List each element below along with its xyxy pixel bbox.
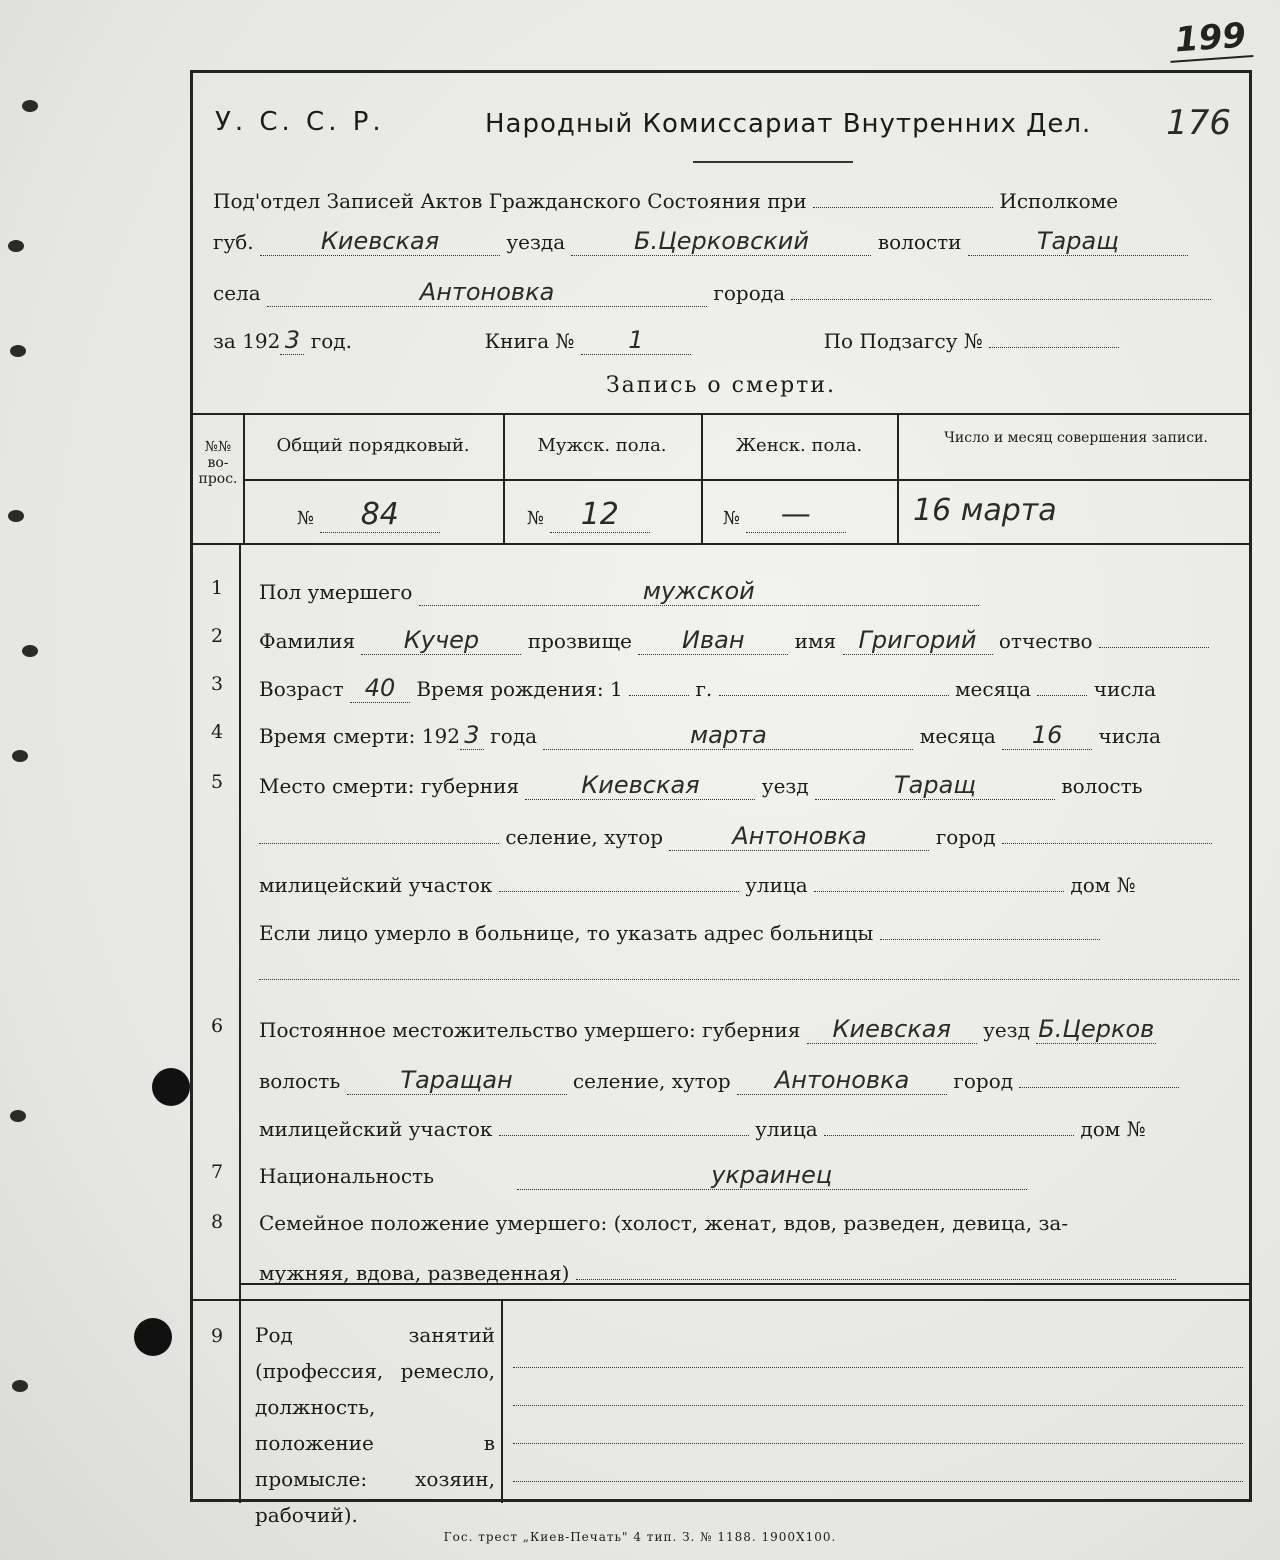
- row-number: 1: [210, 577, 224, 599]
- ministry-title: Народный Комиссариат Внутренних Дел.: [485, 109, 1092, 139]
- punch-hole: [22, 100, 38, 112]
- volost-label: волости: [877, 230, 962, 254]
- general-number-cell: № 84: [297, 497, 440, 533]
- punch-hole: [134, 1318, 172, 1356]
- row-death-place-3: милицейский участок улица дом №: [259, 869, 1136, 897]
- row-number: 5: [210, 771, 224, 793]
- kniga-fill: [581, 326, 691, 355]
- row-residence: Постоянное местожительство умершего: губерния Киевская уезд Б.Церков: [259, 1015, 1155, 1043]
- ispolkom-fill: [813, 185, 993, 208]
- row-death-place-2: селение, хутор Антоновка город: [259, 821, 1212, 851]
- subdept-label: Под'отдел Записей Актов Гражданского Состояния при: [213, 189, 807, 213]
- residence-uezd-value: Б.Церков: [1038, 1015, 1155, 1043]
- col-divider: [243, 413, 245, 543]
- selo-fill: [267, 278, 707, 307]
- volost-fill: [968, 227, 1188, 256]
- form-title: Запись о смерти.: [605, 373, 837, 398]
- residence-volost-value: Таращан: [400, 1066, 513, 1094]
- sex-value: мужской: [642, 577, 755, 605]
- gub-label: губ.: [213, 230, 254, 254]
- questions-header: №№ во-прос.: [198, 439, 238, 487]
- gub-value: Киевская: [320, 227, 440, 255]
- row-number: 4: [210, 721, 224, 743]
- gub-fill: [260, 227, 500, 256]
- year-label: за 192: [213, 329, 281, 353]
- age-value: 40: [364, 674, 396, 702]
- printer-imprint: Гос. трест „Киев-Печать" 4 тип. З. № 1188. 1900Х100.: [443, 1530, 837, 1544]
- female-number-value: —: [780, 497, 811, 532]
- death-day-value: 16: [1031, 721, 1063, 749]
- male-header: Мужск. пола.: [537, 435, 667, 456]
- punch-hole: [22, 645, 38, 657]
- god-label: год.: [310, 329, 352, 353]
- general-number-value: 84: [360, 497, 399, 532]
- row-number: 7: [210, 1161, 224, 1183]
- punch-hole: [8, 510, 24, 522]
- row-number: 9: [210, 1325, 224, 1347]
- archive-sheet-number: 199: [1168, 15, 1254, 63]
- female-number-cell: № —: [723, 497, 846, 533]
- row-name: Фамилия Кучер прозвище Иван имя Григорий отчество: [259, 625, 1209, 655]
- republic-label: У. С. С. Р.: [215, 107, 385, 137]
- row-age: Возраст 40 Время рождения: 1 г. месяца числа: [259, 674, 1157, 702]
- podzagsu-label: По Подзагсу №: [823, 329, 983, 353]
- table-header-rule: [243, 479, 1249, 481]
- intro-line-2: [213, 227, 1188, 256]
- nickname-value: Иван: [682, 626, 745, 654]
- handwritten-record-number: 176: [1166, 103, 1231, 143]
- goroda-fill: [791, 277, 1211, 300]
- col-divider: [701, 413, 703, 543]
- punch-hole: [12, 750, 28, 762]
- row-hospital: Если лицо умерло в больнице, то указать адрес больницы: [259, 917, 1100, 945]
- record-date-header: Число и месяц совершения записи.: [944, 430, 1208, 446]
- row-marital: Семейное положение умершего: (холост, женат, вдов, разведен, девица, за-: [259, 1211, 1069, 1235]
- row-number: 6: [210, 1015, 224, 1037]
- death-record-form: [190, 70, 1252, 1527]
- surname-value: Кучер: [403, 626, 480, 654]
- header-rule: [693, 161, 853, 163]
- row-residence-2: волость Таращан селение, хутор Антоновка город: [259, 1065, 1179, 1095]
- record-date-cell: [913, 493, 1057, 528]
- row-marital-2: мужняя, вдова, разведенная): [259, 1257, 1176, 1285]
- female-header: Женск. пола.: [735, 435, 863, 456]
- uezd-value: Б.Церковский: [634, 227, 809, 255]
- row-residence-3: милицейский участок улица дом №: [259, 1113, 1146, 1141]
- year-fill: [280, 326, 304, 355]
- intro-line-4: [213, 325, 1119, 355]
- male-number-cell: № 12: [527, 497, 650, 533]
- residence-gub-value: Киевская: [832, 1015, 951, 1043]
- death-month-value: марта: [690, 721, 767, 749]
- punch-hole: [10, 345, 26, 357]
- record-date-value: 16 марта: [913, 493, 1057, 528]
- col-divider: [503, 413, 505, 543]
- selo-value: Антоновка: [419, 278, 555, 306]
- intro-line-3: [213, 277, 1211, 307]
- residence-village-value: Антоновка: [774, 1066, 910, 1094]
- kniga-value: 1: [628, 326, 644, 354]
- death-uezd-value: Таращ: [894, 771, 976, 799]
- occupation-label: Род занятий (профессия, ремесло, должность, положение в промысле: хозяин, рабочий).: [255, 1323, 495, 1527]
- year-digit: 3: [284, 326, 301, 354]
- death-village-value: Антоновка: [732, 822, 867, 850]
- uezd-label: уезда: [506, 230, 566, 254]
- selo-label: села: [213, 281, 261, 305]
- row-number: 3: [210, 673, 224, 695]
- kniga-label: Книга №: [484, 329, 575, 353]
- occupation-divider: [501, 1299, 503, 1503]
- row-death-time: Время смерти: 192 3 года марта месяца 16 числа: [259, 721, 1161, 749]
- table-top-border: [193, 413, 1249, 415]
- general-number-header: Общий порядковый.: [276, 435, 470, 456]
- row-number: 8: [210, 1211, 224, 1233]
- punch-hole: [12, 1380, 28, 1392]
- intro-line-1: [213, 185, 1118, 213]
- male-number-value: 12: [580, 497, 619, 532]
- row-death-place: Место смерти: губерния Киевская уезд Таращ волость: [259, 771, 1143, 799]
- table-bottom-border: [193, 543, 1249, 545]
- podzagsu-fill: [989, 325, 1119, 348]
- punch-hole: [8, 240, 24, 252]
- row-hospital-2: [259, 957, 1239, 985]
- nationality-value: украинец: [711, 1161, 833, 1189]
- volost-value: Таращ: [1036, 227, 1119, 255]
- death-year-digit: 3: [464, 721, 480, 749]
- row-nationality: Национальность украинец: [259, 1161, 1027, 1190]
- sex-label: Пол умершего: [259, 580, 413, 604]
- row-sex: [259, 577, 979, 606]
- punch-hole: [152, 1068, 190, 1106]
- uezd-fill: [571, 227, 871, 256]
- goroda-label: города: [713, 281, 785, 305]
- ispolkom-label: Исполкоме: [999, 189, 1119, 213]
- row-number: 2: [210, 625, 224, 647]
- punch-hole: [10, 1110, 26, 1122]
- section-rule-bottom: [193, 1299, 1249, 1301]
- death-gub-value: Киевская: [581, 771, 700, 799]
- given-name-value: Григорий: [858, 626, 977, 654]
